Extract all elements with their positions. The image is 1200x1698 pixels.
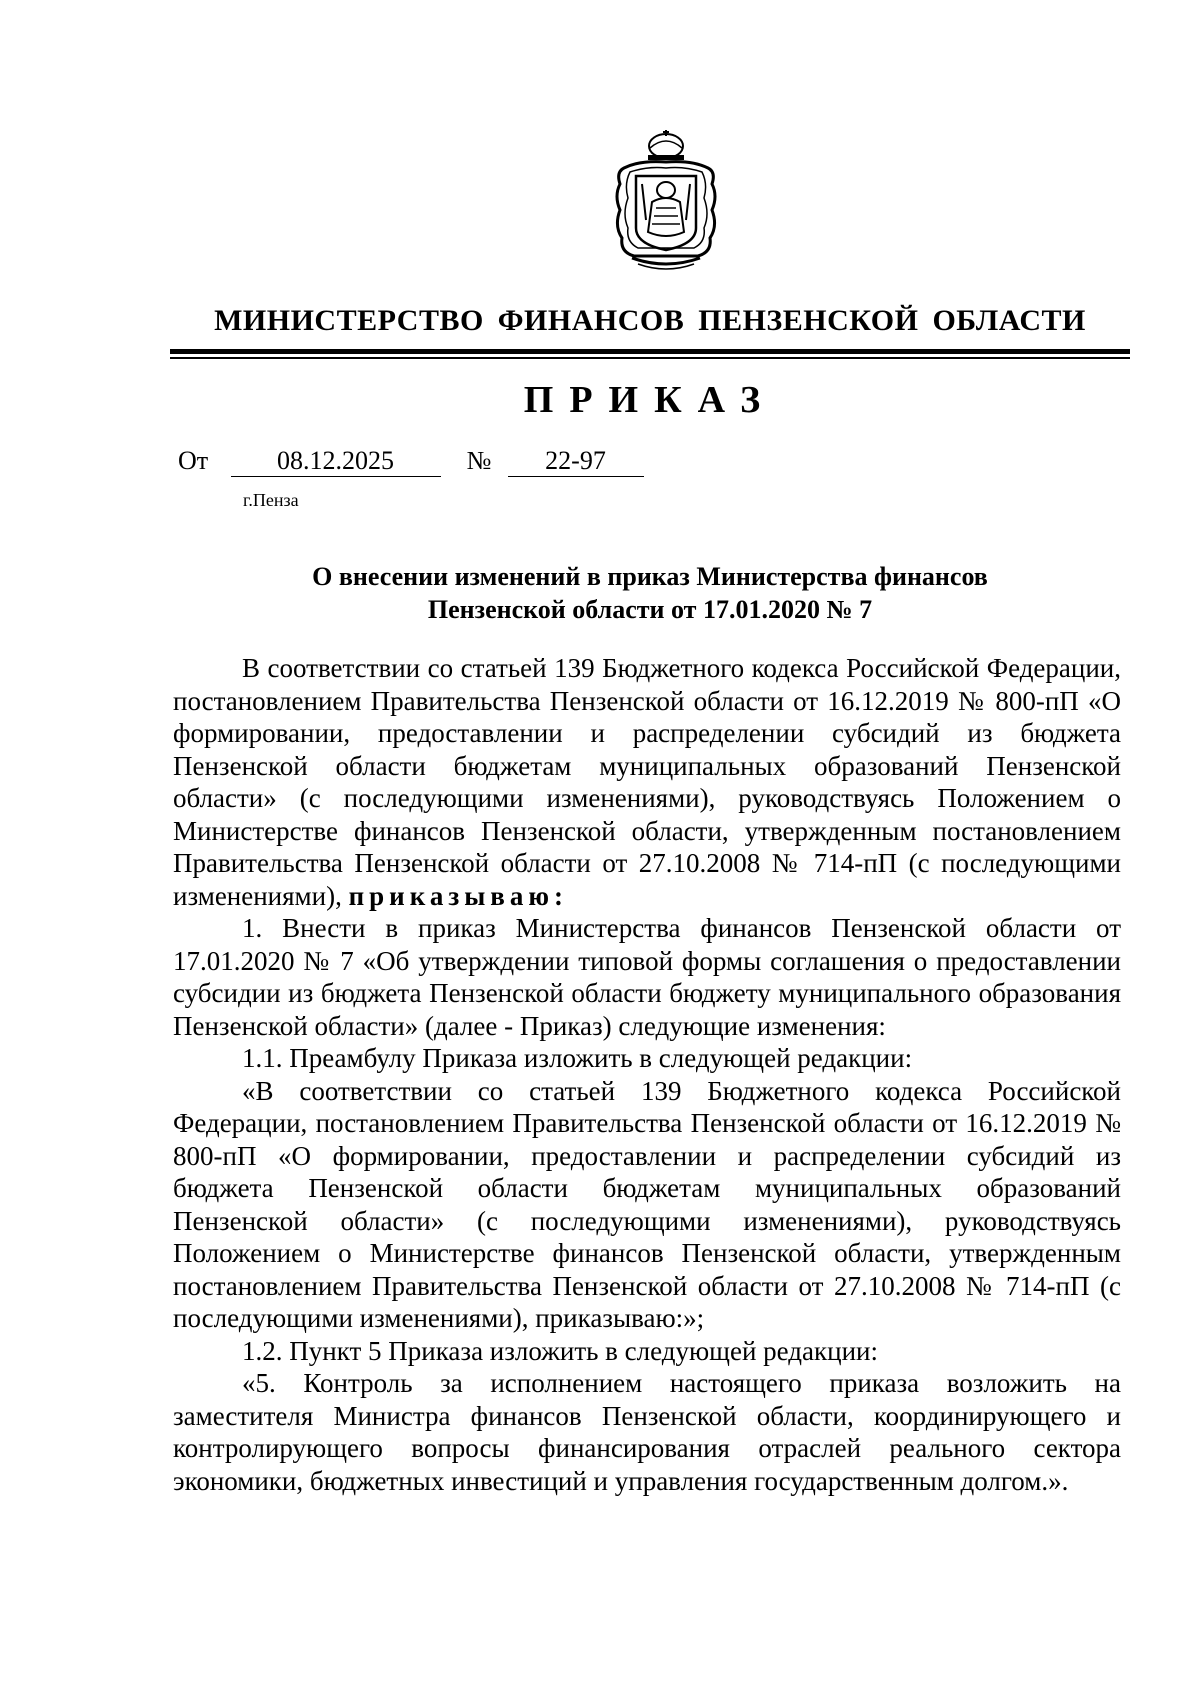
document-subject — [170, 560, 1130, 626]
body-paragraph-3: 1.1. Преамбулу Приказа изложить в следующей редакции: — [242, 1043, 913, 1073]
document-type: ПРИКАЗ — [523, 379, 777, 421]
body-paragraph-2: 1. Внести в приказ Министерства финансов Пензенской области от 17.01.2020 № 7 «Об утверждении типовой формы соглашения о предоставлении субсидии из бюджета Пензенской области бюджету муниципального образования Пензенской области» (далее - Приказ) следующие изменения: — [173, 913, 1121, 1041]
document-date: 08.12.2025 — [231, 446, 441, 477]
header-rule-thin — [170, 357, 1130, 359]
body-paragraph-6: «5. Контроль за исполнением настоящего приказа возложить на заместителя Министра финансов Пензенской области, координирующего и контролирующего вопросы финансирования отраслей реального сектора экономики, бюджетных инвестиций и управления государственным долгом.». — [173, 1368, 1121, 1496]
subject-line-1: О внесении изменений в приказ Министерства финансов — [312, 562, 988, 591]
coat-of-arms-icon — [612, 128, 720, 274]
decree-word: приказываю: — [348, 880, 569, 911]
document-body — [173, 652, 1121, 1497]
header-rule-thick — [170, 349, 1130, 354]
body-paragraph-5: 1.2. Пункт 5 Приказа изложить в следующей редакции: — [242, 1335, 878, 1366]
date-number-line — [178, 446, 644, 486]
number-label: № — [466, 446, 492, 475]
body-paragraph-4: «В соответствии со статьей 139 Бюджетного кодекса Российской Федерации, постановлением Правительства Пензенской области от 16.12.2019 № 800-пП «О формировании, предоставлении и распределении субсидий из бюджета Пензенской области бюджетам муниципальных образований Пензенской области» (с последующими изменениями), руководствуясь Положением о Министерстве финансов Пензенской области, утвержденным постановлением Правительства Пензенской области от 27.10.2008 № 714-пП (с последующими изменениями), приказываю:»; — [173, 1075, 1121, 1333]
subject-line-2: Пензенской области от 17.01.2020 № 7 — [427, 595, 873, 624]
document-number: 22-97 — [508, 446, 644, 477]
body-paragraph-1 — [173, 652, 1121, 912]
date-label: От — [178, 446, 209, 475]
ministry-name: МИНИСТЕРСТВО ФИНАНСОВ ПЕНЗЕНСКОЙ ОБЛАСТИ — [214, 304, 1086, 337]
city-label: г.Пенза — [243, 490, 299, 510]
preamble-text: В соответствии со статьей 139 Бюджетного кодекса Российской Федерации, постановлением Правительства Пензенской области от 16.12.2019 № 800-пП «О формировании, предоставлении и распределении субсидий из бюджета Пензенской области бюджетам муниципальных образований Пензенской области» (с последующими изменениями), руководствуясь Положением о Министерстве финансов Пензенской области, утвержденным постановлением Правительства Пензенской области от 27.10.2008 № 714-пП (с последующими изменениями), — [173, 653, 1121, 911]
